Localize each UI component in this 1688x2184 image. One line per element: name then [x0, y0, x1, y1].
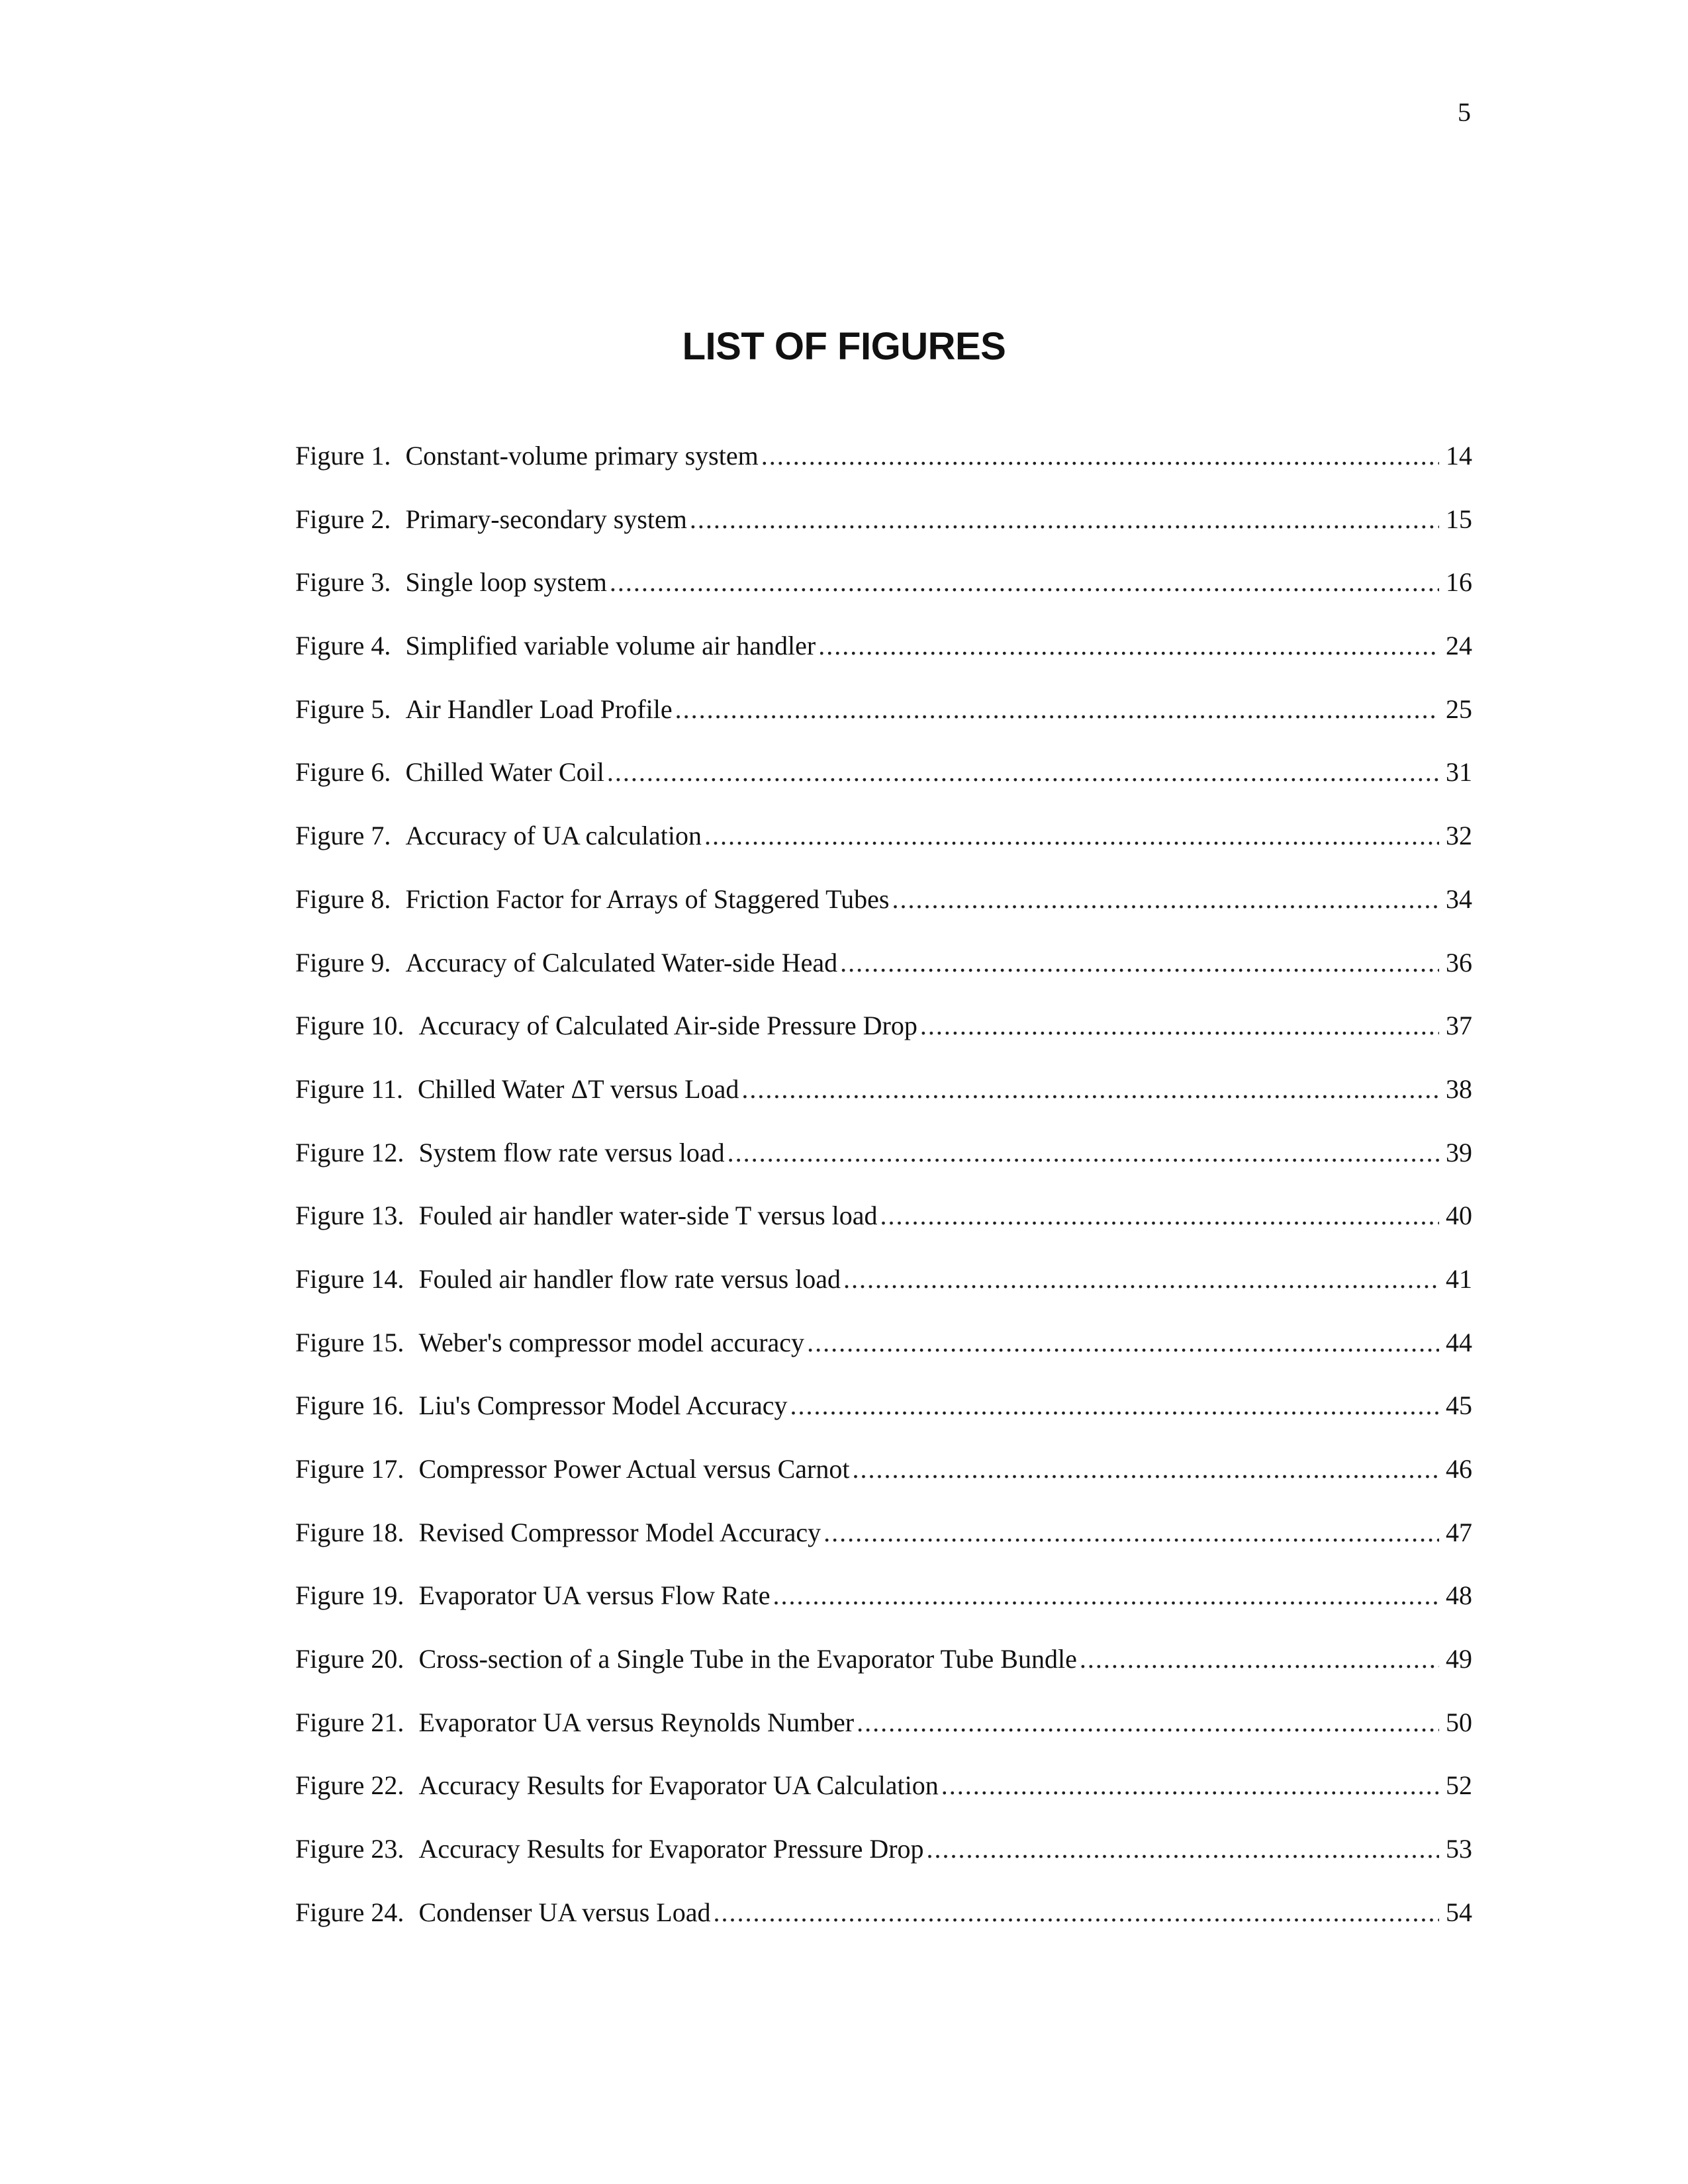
- figure-title: Air Handler Load Profile: [405, 694, 673, 724]
- dot-leader: [818, 629, 1439, 662]
- dot-leader: [704, 819, 1439, 852]
- dot-leader: [727, 1136, 1439, 1169]
- figure-label: Figure 20.: [295, 1644, 404, 1674]
- dot-leader: [807, 1326, 1439, 1359]
- dot-leader: [773, 1579, 1439, 1612]
- figure-title: Liu's Compressor Model Accuracy: [418, 1390, 788, 1421]
- figure-page-number: 46: [1446, 1454, 1472, 1484]
- figure-page-number: 31: [1446, 757, 1472, 788]
- toc-entry[interactable]: [295, 503, 1472, 567]
- toc-entry[interactable]: [295, 1643, 1472, 1706]
- figure-title: Accuracy Results for Evaporator UA Calculation: [418, 1770, 939, 1801]
- toc-entry[interactable]: [295, 439, 1472, 503]
- toc-entry[interactable]: [295, 1263, 1472, 1326]
- figure-title: Accuracy of Calculated Air-side Pressure Drop: [418, 1011, 917, 1041]
- dot-leader: [927, 1833, 1439, 1866]
- dot-leader: [675, 693, 1439, 726]
- figure-label: Figure 2.: [295, 504, 391, 534]
- figure-label: Figure 8.: [295, 884, 391, 914]
- dot-leader: [713, 1896, 1439, 1929]
- figure-title: Fouled air handler flow rate versus load: [418, 1263, 841, 1294]
- figure-page-number: 49: [1446, 1644, 1472, 1674]
- dot-leader: [941, 1769, 1439, 1802]
- figure-page-number: 36: [1446, 947, 1472, 978]
- figure-page-number: 50: [1446, 1707, 1472, 1737]
- figure-page-number: 48: [1446, 1580, 1472, 1611]
- dot-leader: [610, 566, 1439, 599]
- dot-leader: [1080, 1643, 1439, 1676]
- toc-entry[interactable]: [295, 1769, 1472, 1833]
- figure-label: Figure 10.: [295, 1011, 404, 1041]
- dot-leader: [690, 503, 1439, 536]
- figure-label: Figure 16.: [295, 1390, 404, 1421]
- toc-entry[interactable]: [295, 1199, 1472, 1263]
- dot-leader: [857, 1706, 1439, 1739]
- dot-leader: [852, 1453, 1439, 1486]
- figure-page-number: 44: [1446, 1327, 1472, 1357]
- figure-title: Simplified variable volume air handler: [405, 631, 816, 661]
- figure-title: Cross-section of a Single Tube in the Evaporator Tube Bundle: [418, 1644, 1077, 1674]
- toc-entry[interactable]: [295, 629, 1472, 693]
- page-number: 5: [1458, 97, 1471, 127]
- figure-label: Figure 11.: [295, 1073, 403, 1104]
- list-of-figures: [295, 439, 1472, 1960]
- figure-label: Figure 21.: [295, 1707, 404, 1737]
- figure-page-number: 41: [1446, 1263, 1472, 1294]
- figure-label: Figure 5.: [295, 694, 391, 724]
- page-title: LIST OF FIGURES: [682, 325, 1006, 368]
- figure-page-number: 25: [1446, 694, 1472, 724]
- dot-leader: [843, 1263, 1439, 1296]
- figure-label: Figure 1.: [295, 441, 391, 471]
- figure-page-number: 24: [1446, 631, 1472, 661]
- toc-entry[interactable]: [295, 566, 1472, 629]
- figure-title: Evaporator UA versus Reynolds Number: [418, 1707, 855, 1737]
- figure-page-number: 16: [1446, 567, 1472, 598]
- toc-entry[interactable]: [295, 1453, 1472, 1516]
- toc-entry[interactable]: [295, 1579, 1472, 1643]
- dot-leader: [823, 1516, 1439, 1549]
- toc-entry[interactable]: [295, 1896, 1472, 1960]
- toc-entry[interactable]: [295, 1326, 1472, 1390]
- toc-entry[interactable]: [295, 1833, 1472, 1896]
- figure-label: Figure 4.: [295, 631, 391, 661]
- figure-title: Condenser UA versus Load: [418, 1897, 711, 1927]
- figure-page-number: 32: [1446, 821, 1472, 851]
- dot-leader: [790, 1389, 1439, 1422]
- figure-page-number: 53: [1446, 1834, 1472, 1864]
- toc-entry[interactable]: [295, 1136, 1472, 1200]
- figure-label: Figure 22.: [295, 1770, 404, 1801]
- figure-page-number: 40: [1446, 1201, 1472, 1231]
- dot-leader: [607, 756, 1439, 789]
- figure-page-number: 47: [1446, 1517, 1472, 1547]
- dot-leader: [761, 439, 1439, 473]
- figure-title: Revised Compressor Model Accuracy: [418, 1517, 821, 1547]
- figure-label: Figure 9.: [295, 947, 391, 978]
- figure-page-number: 39: [1446, 1137, 1472, 1167]
- figure-title: Accuracy of Calculated Water-side Head: [405, 947, 838, 978]
- figure-label: Figure 14.: [295, 1263, 404, 1294]
- figure-page-number: 15: [1446, 504, 1472, 534]
- figure-title: Compressor Power Actual versus Carnot: [418, 1454, 850, 1484]
- figure-label: Figure 24.: [295, 1897, 404, 1927]
- figure-label: Figure 3.: [295, 567, 391, 598]
- dot-leader: [880, 1199, 1439, 1232]
- figure-label: Figure 6.: [295, 757, 391, 788]
- toc-entry[interactable]: [295, 1389, 1472, 1453]
- figure-label: Figure 17.: [295, 1454, 404, 1484]
- toc-entry[interactable]: [295, 1706, 1472, 1770]
- figure-title: Chilled Water Coil: [405, 757, 604, 788]
- figure-title: Accuracy of UA calculation: [405, 821, 702, 851]
- figure-title: Primary-secondary system: [405, 504, 687, 534]
- figure-title: Chilled Water ΔT versus Load: [417, 1073, 739, 1104]
- figure-label: Figure 23.: [295, 1834, 404, 1864]
- dot-leader: [741, 1073, 1439, 1106]
- figure-title: Evaporator UA versus Flow Rate: [418, 1580, 771, 1611]
- toc-entry[interactable]: [295, 1009, 1472, 1073]
- figure-page-number: 38: [1446, 1073, 1472, 1104]
- figure-label: Figure 18.: [295, 1517, 404, 1547]
- figure-page-number: 52: [1446, 1770, 1472, 1801]
- figure-label: Figure 15.: [295, 1327, 404, 1357]
- toc-entry[interactable]: [295, 693, 1472, 756]
- figure-title: Fouled air handler water-side T versus load: [418, 1201, 878, 1231]
- dot-leader: [840, 946, 1439, 979]
- figure-title: Weber's compressor model accuracy: [418, 1327, 805, 1357]
- figure-page-number: 45: [1446, 1390, 1472, 1421]
- toc-entry[interactable]: [295, 819, 1472, 883]
- toc-entry[interactable]: [295, 1516, 1472, 1580]
- dot-leader: [920, 1009, 1439, 1042]
- toc-entry[interactable]: [295, 946, 1472, 1010]
- figure-title: Single loop system: [405, 567, 607, 598]
- figure-label: Figure 19.: [295, 1580, 404, 1611]
- figure-page-number: 14: [1446, 441, 1472, 471]
- figure-title: Accuracy Results for Evaporator Pressure Drop: [418, 1834, 924, 1864]
- figure-page-number: 34: [1446, 884, 1472, 914]
- figure-title: System flow rate versus load: [418, 1137, 725, 1167]
- figure-page-number: 37: [1446, 1011, 1472, 1041]
- figure-page-number: 54: [1446, 1897, 1472, 1927]
- toc-entry[interactable]: [295, 756, 1472, 819]
- figure-title: Friction Factor for Arrays of Staggered Tubes: [405, 884, 890, 914]
- toc-entry[interactable]: [295, 883, 1472, 946]
- figure-title: Constant-volume primary system: [405, 441, 759, 471]
- dot-leader: [892, 883, 1439, 916]
- figure-label: Figure 12.: [295, 1137, 404, 1167]
- figure-label: Figure 13.: [295, 1201, 404, 1231]
- toc-entry[interactable]: [295, 1073, 1472, 1136]
- figure-label: Figure 7.: [295, 821, 391, 851]
